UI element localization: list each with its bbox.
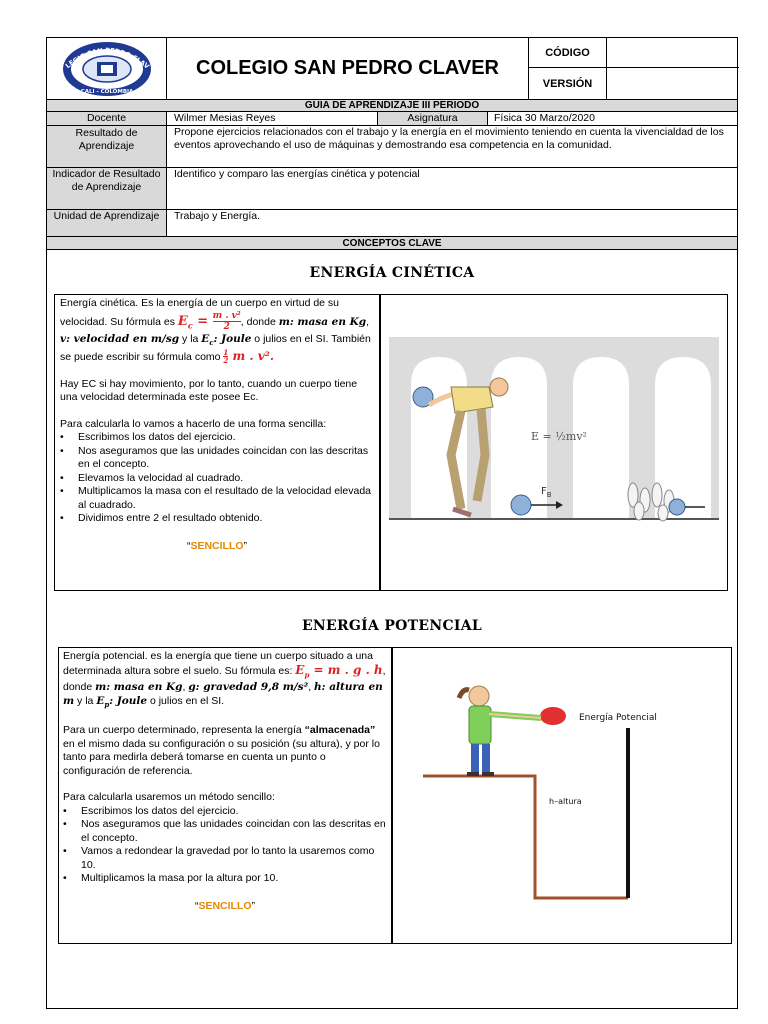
kinetic-formula: $E_c$ = $\frac{\text{m . v²}}{2}$ xyxy=(177,310,241,332)
list-item: • Nos aseguramos que las unidades coincidan con las descritas en el concepto. xyxy=(63,818,387,845)
document-page xyxy=(46,37,738,1009)
potential-energy-illustration xyxy=(393,648,731,943)
cinetica-steps-list xyxy=(60,431,374,526)
indicador-label: Indicador de Resultado de Aprendizaje xyxy=(47,168,167,209)
asignatura-value: Física 30 Marzo/2020 xyxy=(494,112,595,124)
asignatura-label: Asignatura xyxy=(378,112,488,125)
resultado-label: Resultado de Aprendizaje xyxy=(47,126,167,167)
cinetica-text-box xyxy=(54,294,380,591)
potencial-paragraph-1: Energía potencial. es la energía que tiene un cuerpo situado a una determinada altura sobre el suelo. Su fórmula es: $E_p = m$ . g . h, donde m: masa en Kg, g: gravedad 9,8 m/s², h: altura en m y la $E_p$: Joule o julios en el SI. xyxy=(63,650,386,709)
guide-title: GUIA DE APRENDIZAJE III PERIODO xyxy=(47,100,737,111)
docente-label: Docente xyxy=(47,112,167,125)
sencillo-note: “SENCILLO” xyxy=(186,539,248,552)
potencial-image-box xyxy=(392,647,732,944)
potencial-body xyxy=(59,648,391,915)
potencial-text-box xyxy=(58,647,392,944)
version-value xyxy=(607,68,737,99)
list-item: • Escribimos los datos del ejercicio. xyxy=(60,431,374,445)
list-item: • Nos aseguramos que las unidades coincidan con las descritas en el concepto. xyxy=(60,445,374,472)
bowling-illustration xyxy=(381,295,727,590)
list-item: • Elevamos la velocidad al cuadrado. xyxy=(60,472,374,486)
indicador-value: Identifico y comparo las energías cinética y potencial xyxy=(174,168,420,180)
svg-text:E = ½mv²: E = ½mv² xyxy=(531,430,587,443)
school-logo xyxy=(47,38,167,99)
list-item: • Multiplicamos la masa con el resultado de la velocidad elevada al cuadrado. xyxy=(60,485,374,512)
unidad-value: Trabajo y Energía. xyxy=(174,210,260,222)
sencillo-note: “SENCILLO” xyxy=(194,899,256,912)
cinetica-title: ENERGÍA CINÉTICA xyxy=(309,265,475,281)
list-item: • Multiplicamos la masa por la altura por 10. xyxy=(63,872,387,886)
codigo-label: CÓDIGO xyxy=(529,38,607,67)
svg-text:COLEGIO SAN PEDRO CLAVER: LEGIO SAN PEDRO CLAV xyxy=(63,46,151,71)
codigo-value xyxy=(607,38,737,67)
list-item: • Escribimos los datos del ejercicio. xyxy=(63,805,387,819)
resultado-value: Propone ejercicios relacionados con el trabajo y la energía en el movimiento teniendo en cuenta la vivencialdad de los eventos aprovechando el uso de máquinas y demostrando esa competencia en la comunidad. xyxy=(174,126,724,151)
cinetica-image-box xyxy=(380,294,728,591)
version-label: VERSIÓN xyxy=(529,68,607,99)
list-item: • Vamos a redondear la gravedad por lo tanto la usaremos como 10. xyxy=(63,845,387,872)
list-item: • Dividimos entre 2 el resultado obtenido. xyxy=(60,512,374,526)
unidad-label: Unidad de Aprendizaje xyxy=(47,210,167,236)
docente-value: Wilmer Mesias Reyes xyxy=(168,111,378,125)
cinetica-paragraph-1: Energía cinética. Es la energía de un cuerpo en virtud de su velocidad. Su fórmula es $E_c$ = $\frac{\text{m . v²}}{2}$ , donde m: masa en Kg, v: velocidad en m/sg y la $E_c$: Joule o julios en el SI. También se puede escribir su fórmula como $\frac{1}{2}$ m . v². xyxy=(60,297,371,366)
cinetica-paragraph-3: Para calcularla lo vamos a hacerlo de una forma sencilla: xyxy=(60,417,327,430)
cinetica-paragraph-2: Hay EC si hay movimiento, por lo tanto, cuando un cuerpo tiene una velocidad determinada este posee Ec. xyxy=(60,377,358,404)
svg-text:FB: $F_B$ xyxy=(541,486,552,499)
potencial-paragraph-3: Para calcularla usaremos un método sencillo: xyxy=(63,791,275,804)
svg-text:Energía Potencial: Energía Potencial xyxy=(579,713,657,723)
potencial-paragraph-2: Para un cuerpo determinado, representa la energía “almacenada” en el mismo dada su configuración o su posición (su altura), y por lo tanto para medirla deberá tomarse en cuenta un punto o configuración de referencia. xyxy=(63,724,380,777)
potencial-title: ENERGÍA POTENCIAL xyxy=(301,618,483,634)
divider xyxy=(47,249,737,250)
svg-text:CALI - COLOMBIA: CALI - COLOMBIA xyxy=(80,89,134,95)
svg-text:h–altura: h–altura xyxy=(549,797,582,806)
potential-formula: $E_p = m$ . g . h xyxy=(295,662,383,679)
potencial-steps-list xyxy=(63,805,387,886)
conceptos-clave-band: CONCEPTOS CLAVE xyxy=(47,237,737,249)
school-name: COLEGIO SAN PEDRO CLAVER xyxy=(167,38,529,99)
cinetica-body xyxy=(55,295,379,555)
school-seal-icon xyxy=(47,38,167,99)
